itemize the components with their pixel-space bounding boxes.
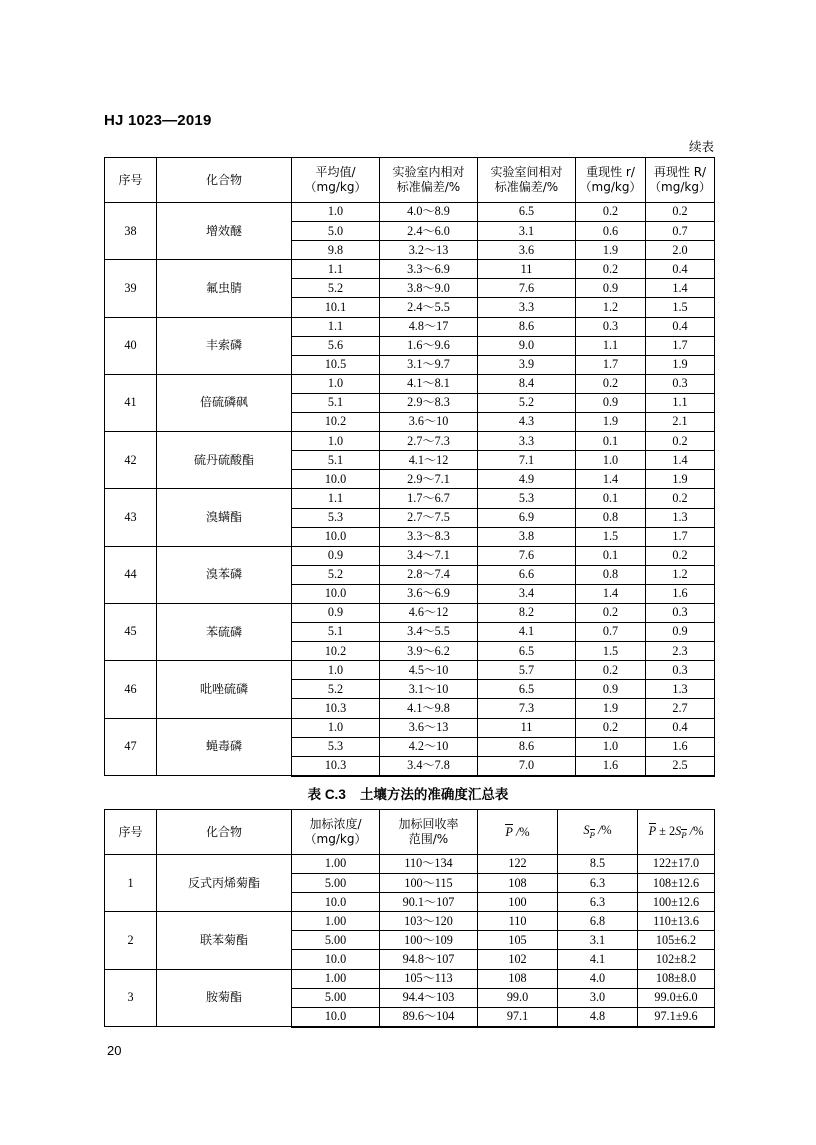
cell-value-3: 3.9 [478,355,576,374]
cell-range: 4.6～12 [380,603,478,622]
cell-range: 100～109 [380,931,478,950]
cell-range: 4.1～8.1 [380,374,478,393]
cell-value-4: 0.8 [576,565,646,584]
cell-value-4: 0.9 [576,279,646,298]
col-header-mean-plus-2sd: $P \pm 2S_P$ /% [638,810,715,855]
cell-range: 3.6～6.9 [380,584,478,603]
cell-value-4: 4.1 [558,950,638,969]
cell-value-3: 5.2 [478,393,576,412]
cell-value-4: 0.2 [576,203,646,222]
cell-value-5: 0.2 [646,546,715,565]
table-row [105,489,715,508]
table-body [105,855,715,1027]
col-header-mean-recovery: P /% [478,810,558,855]
cell-value-4: 6.3 [558,874,638,893]
cell-value-3: 3.6 [478,241,576,260]
cell-concentration: 10.0 [292,950,380,969]
cell-range: 3.6～10 [380,413,478,432]
cell-value-5: 0.4 [646,260,715,279]
cell-range: 2.4～5.5 [380,298,478,317]
cell-value-4: 6.8 [558,912,638,931]
cell-range: 3.4～7.8 [380,756,478,776]
table-row [105,260,715,279]
cell-value-5: 99.0±6.0 [638,988,715,1007]
cell-value-3: 7.1 [478,451,576,470]
table-row [105,603,715,622]
table-row [105,546,715,565]
cell-value-4: 1.0 [576,451,646,470]
cell-compound-name: 溴苯磷 [157,546,292,603]
cell-range: 2.7～7.3 [380,432,478,451]
cell-value-3: 3.3 [478,432,576,451]
cell-value-5: 100±12.6 [638,893,715,912]
cell-concentration: 9.8 [292,241,380,260]
cell-value-5: 0.3 [646,374,715,393]
cell-value-4: 6.3 [558,893,638,912]
cell-range: 1.7～6.7 [380,489,478,508]
standard-code-header: HJ 1023—2019 [104,112,212,129]
cell-range: 2.4～6.0 [380,222,478,241]
cell-compound-name: 吡唑硫磷 [157,661,292,718]
cell-value-3: 7.0 [478,756,576,776]
cell-concentration: 1.00 [292,912,380,931]
cell-value-5: 1.6 [646,737,715,756]
cell-value-5: 0.3 [646,603,715,622]
cell-concentration: 5.6 [292,336,380,355]
cell-compound-name: 增效醚 [157,203,292,260]
col-header-spike-concentration: 加标浓度/ （mg/kg） [292,810,380,855]
table-c3-caption-number: 表 C.3 [307,787,346,802]
cell-concentration: 10.0 [292,527,380,546]
cell-sequence-number: 44 [105,546,157,603]
cell-value-3: 105 [478,931,558,950]
cell-value-3: 108 [478,969,558,988]
cell-range: 4.1～12 [380,451,478,470]
cell-value-5: 122±17.0 [638,855,715,874]
table-row [105,203,715,222]
cell-value-4: 0.1 [576,489,646,508]
cell-value-3: 7.3 [478,699,576,718]
cell-value-4: 0.1 [576,546,646,565]
cell-concentration: 10.2 [292,413,380,432]
cell-value-4: 1.4 [576,470,646,489]
cell-compound-name: 蝇毒磷 [157,718,292,776]
cell-value-3: 6.9 [478,508,576,527]
cell-value-5: 2.0 [646,241,715,260]
cell-concentration: 10.0 [292,470,380,489]
table-row [105,912,715,931]
cell-value-4: 0.2 [576,374,646,393]
cell-value-4: 0.9 [576,393,646,412]
cell-concentration: 1.0 [292,661,380,680]
cell-value-3: 6.5 [478,680,576,699]
cell-value-5: 1.7 [646,527,715,546]
cell-value-5: 1.3 [646,508,715,527]
cell-value-4: 0.8 [576,508,646,527]
cell-value-3: 11 [478,718,576,737]
cell-range: 3.9～6.2 [380,642,478,661]
cell-value-5: 0.2 [646,432,715,451]
cell-compound-name: 氟虫腈 [157,260,292,317]
cell-compound-name: 丰索磷 [157,317,292,374]
cell-concentration: 1.0 [292,432,380,451]
cell-concentration: 10.0 [292,584,380,603]
col-header-intra-lab-rsd: 实验室内相对 标准偏差/% [380,158,478,203]
cell-concentration: 5.00 [292,874,380,893]
cell-value-3: 7.6 [478,546,576,565]
cell-value-4: 1.9 [576,413,646,432]
table-head [105,810,715,855]
cell-compound-name: 反式丙烯菊酯 [157,855,292,912]
cell-value-4: 3.1 [558,931,638,950]
col-header-compound: 化合物 [157,158,292,203]
cell-value-4: 0.6 [576,222,646,241]
cell-range: 1.6～9.6 [380,336,478,355]
cell-sequence-number: 42 [105,432,157,489]
cell-value-4: 0.9 [576,680,646,699]
cell-value-3: 3.3 [478,298,576,317]
cell-range: 2.8～7.4 [380,565,478,584]
cell-value-3: 3.4 [478,584,576,603]
cell-concentration: 5.2 [292,680,380,699]
cell-value-3: 6.5 [478,203,576,222]
cell-concentration: 10.3 [292,699,380,718]
cell-value-4: 0.2 [576,661,646,680]
cell-value-3: 8.6 [478,737,576,756]
page-number: 20 [107,1043,122,1058]
cell-value-4: 0.1 [576,432,646,451]
cell-sequence-number: 43 [105,489,157,546]
cell-value-3: 102 [478,950,558,969]
cell-value-5: 1.5 [646,298,715,317]
table-row [105,718,715,737]
cell-concentration: 1.0 [292,718,380,737]
cell-compound-name: 联苯菊酯 [157,912,292,969]
cell-range: 2.7～7.5 [380,508,478,527]
cell-value-3: 110 [478,912,558,931]
cell-sequence-number: 39 [105,260,157,317]
cell-concentration: 5.2 [292,565,380,584]
cell-range: 3.1～10 [380,680,478,699]
col-header-recovery-range: 加标回收率 范围/% [380,810,478,855]
cell-value-5: 0.7 [646,222,715,241]
cell-concentration: 10.0 [292,1007,380,1027]
table-head [105,158,715,203]
cell-concentration: 0.9 [292,603,380,622]
cell-sequence-number: 45 [105,603,157,660]
cell-range: 2.9～8.3 [380,393,478,412]
cell-value-5: 2.7 [646,699,715,718]
cell-value-4: 4.0 [558,969,638,988]
cell-value-4: 1.4 [576,584,646,603]
cell-concentration: 1.1 [292,260,380,279]
cell-value-3: 5.3 [478,489,576,508]
cell-value-5: 1.6 [646,584,715,603]
col-header-compound: 化合物 [157,810,292,855]
cell-concentration: 1.0 [292,203,380,222]
col-header-mean: 平均值/ （mg/kg） [292,158,380,203]
cell-value-4: 0.2 [576,603,646,622]
table-body [105,203,715,776]
cell-value-5: 1.9 [646,355,715,374]
cell-value-5: 108±12.6 [638,874,715,893]
cell-value-4: 1.2 [576,298,646,317]
cell-value-3: 8.6 [478,317,576,336]
cell-range: 105～113 [380,969,478,988]
table-c3-caption [0,783,816,803]
cell-value-4: 3.0 [558,988,638,1007]
table-row [105,661,715,680]
cell-concentration: 5.0 [292,222,380,241]
cell-value-5: 0.2 [646,489,715,508]
cell-range: 89.6～104 [380,1007,478,1027]
cell-sequence-number: 40 [105,317,157,374]
cell-value-5: 2.1 [646,413,715,432]
cell-value-3: 6.6 [478,565,576,584]
cell-compound-name: 溴螨酯 [157,489,292,546]
cell-value-4: 1.0 [576,737,646,756]
cell-sequence-number: 3 [105,969,157,1027]
cell-range: 4.1～9.8 [380,699,478,718]
cell-range: 3.2～13 [380,241,478,260]
cell-value-4: 1.9 [576,241,646,260]
cell-concentration: 0.9 [292,546,380,565]
col-header-inter-lab-rsd: 实验室间相对 标准偏差/% [478,158,576,203]
precision-summary-table [104,157,715,777]
cell-range: 3.6～13 [380,718,478,737]
cell-compound-name: 苯硫磷 [157,603,292,660]
cell-concentration: 10.3 [292,756,380,776]
cell-sequence-number: 2 [105,912,157,969]
cell-value-3: 100 [478,893,558,912]
cell-value-5: 105±6.2 [638,931,715,950]
col-header-repeatability: 重现性 r/ （mg/kg） [576,158,646,203]
cell-range: 3.8～9.0 [380,279,478,298]
cell-concentration: 1.1 [292,489,380,508]
cell-value-3: 108 [478,874,558,893]
cell-value-3: 99.0 [478,988,558,1007]
cell-value-5: 1.3 [646,680,715,699]
cell-range: 3.3～6.9 [380,260,478,279]
cell-concentration: 5.00 [292,931,380,950]
cell-range: 4.8～17 [380,317,478,336]
cell-concentration: 5.1 [292,623,380,642]
cell-compound-name: 倍硫磷砜 [157,374,292,431]
cell-range: 100～115 [380,874,478,893]
cell-value-4: 8.5 [558,855,638,874]
cell-value-5: 2.3 [646,642,715,661]
cell-value-4: 1.5 [576,642,646,661]
col-header-std-dev: $S_P$ /% [558,810,638,855]
table-row [105,969,715,988]
cell-range: 90.1～107 [380,893,478,912]
cell-range: 3.3～8.3 [380,527,478,546]
cell-range: 3.1～9.7 [380,355,478,374]
cell-value-5: 1.9 [646,470,715,489]
cell-value-3: 4.3 [478,413,576,432]
cell-sequence-number: 1 [105,855,157,912]
cell-concentration: 5.3 [292,508,380,527]
cell-value-3: 7.6 [478,279,576,298]
cell-value-5: 1.2 [646,565,715,584]
cell-concentration: 5.2 [292,279,380,298]
cell-value-4: 0.2 [576,260,646,279]
cell-value-5: 0.4 [646,718,715,737]
cell-value-3: 97.1 [478,1007,558,1027]
cell-value-5: 1.1 [646,393,715,412]
cell-range: 4.0～8.9 [380,203,478,222]
cell-value-4: 1.7 [576,355,646,374]
cell-value-5: 0.9 [646,623,715,642]
cell-range: 103～120 [380,912,478,931]
cell-value-4: 1.1 [576,336,646,355]
cell-value-4: 0.2 [576,718,646,737]
cell-value-5: 0.2 [646,203,715,222]
cell-value-5: 97.1±9.6 [638,1007,715,1027]
accuracy-summary-table [104,809,715,1028]
cell-range: 110～134 [380,855,478,874]
cell-value-5: 0.3 [646,661,715,680]
cell-concentration: 5.00 [292,988,380,1007]
cell-concentration: 10.2 [292,642,380,661]
cell-concentration: 10.5 [292,355,380,374]
cell-range: 4.2～10 [380,737,478,756]
cell-range: 94.8～107 [380,950,478,969]
table-header-row [105,158,715,203]
cell-range: 2.9～7.1 [380,470,478,489]
table-row [105,855,715,874]
cell-value-3: 3.8 [478,527,576,546]
cell-range: 3.4～5.5 [380,623,478,642]
cell-value-5: 1.4 [646,279,715,298]
cell-value-3: 8.2 [478,603,576,622]
continued-table-label: 续表 [688,140,714,154]
col-header-no: 序号 [105,810,157,855]
cell-value-5: 108±8.0 [638,969,715,988]
cell-value-3: 3.1 [478,222,576,241]
cell-value-4: 1.5 [576,527,646,546]
table-row [105,374,715,393]
cell-value-3: 4.9 [478,470,576,489]
col-header-no: 序号 [105,158,157,203]
cell-compound-name: 硫丹硫酸酯 [157,432,292,489]
cell-value-4: 1.6 [576,756,646,776]
cell-range: 4.5～10 [380,661,478,680]
cell-compound-name: 胺菊酯 [157,969,292,1027]
cell-sequence-number: 38 [105,203,157,260]
cell-value-4: 0.7 [576,623,646,642]
cell-concentration: 10.1 [292,298,380,317]
col-header-reproducibility: 再现性 R/ （mg/kg） [646,158,715,203]
cell-value-5: 102±8.2 [638,950,715,969]
cell-sequence-number: 47 [105,718,157,776]
cell-range: 94.4～103 [380,988,478,1007]
cell-concentration: 1.1 [292,317,380,336]
cell-value-3: 11 [478,260,576,279]
cell-value-3: 6.5 [478,642,576,661]
cell-value-3: 4.1 [478,623,576,642]
cell-value-5: 0.4 [646,317,715,336]
cell-concentration: 5.3 [292,737,380,756]
cell-concentration: 1.0 [292,374,380,393]
cell-value-3: 8.4 [478,374,576,393]
cell-concentration: 5.1 [292,393,380,412]
table-c3-caption-text: 土壤方法的准确度汇总表 [359,787,509,803]
cell-value-3: 5.7 [478,661,576,680]
table-row [105,432,715,451]
cell-value-3: 9.0 [478,336,576,355]
cell-value-4: 1.9 [576,699,646,718]
cell-concentration: 1.00 [292,855,380,874]
cell-value-5: 1.4 [646,451,715,470]
cell-value-3: 122 [478,855,558,874]
cell-value-5: 2.5 [646,756,715,776]
cell-value-4: 0.3 [576,317,646,336]
cell-concentration: 5.1 [292,451,380,470]
cell-sequence-number: 41 [105,374,157,431]
table-row [105,317,715,336]
cell-sequence-number: 46 [105,661,157,718]
cell-value-5: 1.7 [646,336,715,355]
cell-value-4: 4.8 [558,1007,638,1027]
cell-value-5: 110±13.6 [638,912,715,931]
cell-range: 3.4～7.1 [380,546,478,565]
table-header-row [105,810,715,855]
cell-concentration: 10.0 [292,893,380,912]
cell-concentration: 1.00 [292,969,380,988]
